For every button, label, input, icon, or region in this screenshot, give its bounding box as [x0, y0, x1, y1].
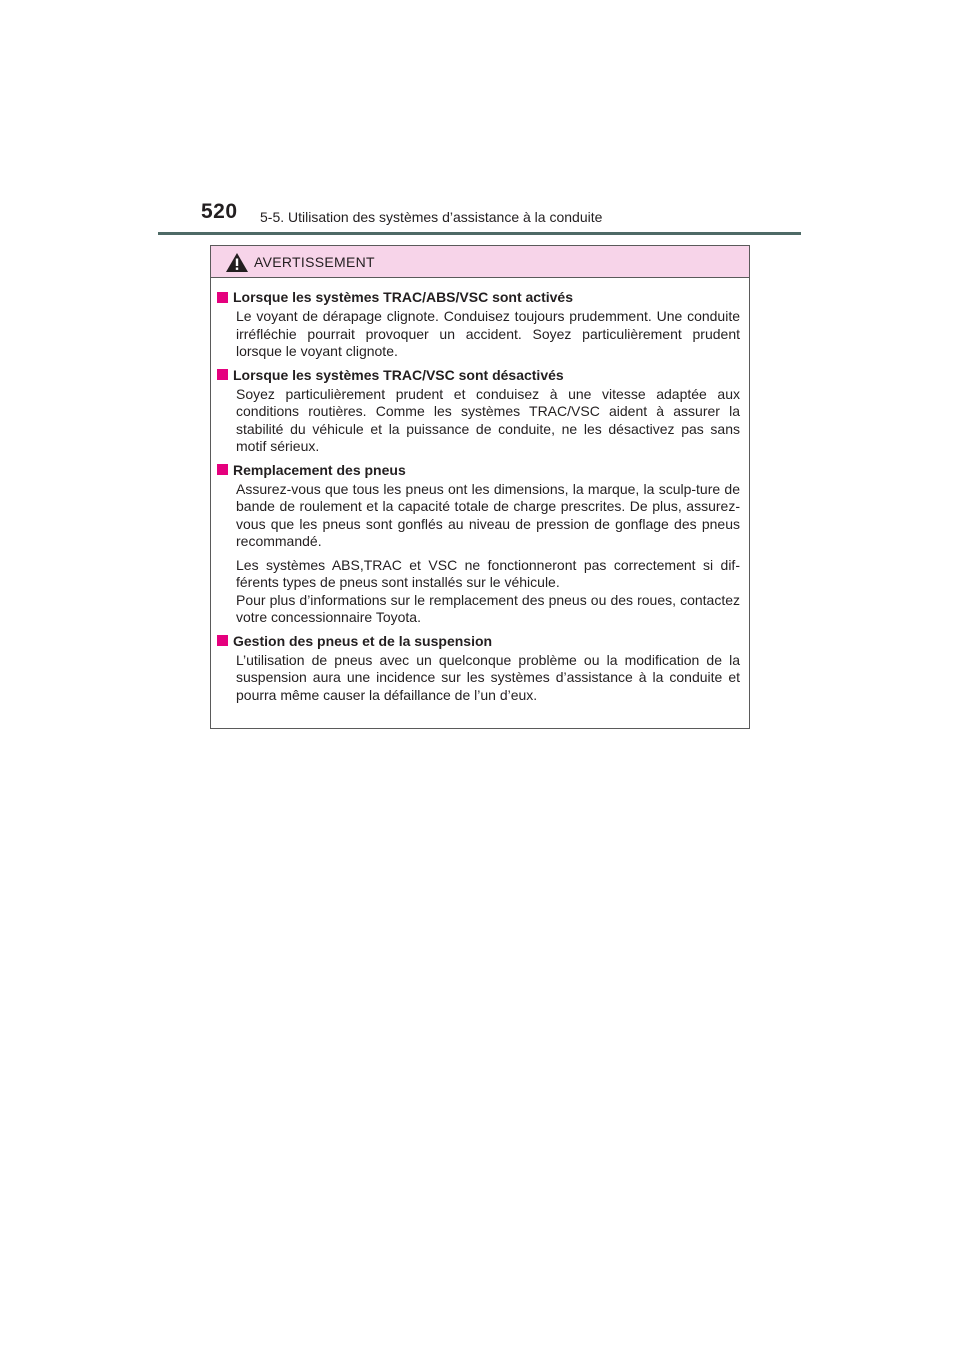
section-heading-text: Gestion des pneus et de la suspension [233, 632, 493, 649]
section-paragraph: Soyez particulièrement prudent et conduisez à une vitesse adaptée aux conditions routières. Comme les systèmes TRAC/VSC aident à assurer la stabilité du véhicule et la puissance de conduite, ne les désactivez pas sans motif sérieux. [236, 385, 740, 454]
warning-header [211, 246, 749, 278]
section-heading [217, 461, 740, 479]
warning-section [217, 632, 740, 705]
warning-title: AVERTISSEMENT [254, 254, 375, 270]
warning-section [217, 461, 740, 627]
section-heading-text: Lorsque les systèmes TRAC/ABS/VSC sont activés [233, 289, 574, 305]
warning-box [210, 245, 750, 729]
warning-section [217, 288, 740, 361]
page-number: 520 [201, 200, 238, 223]
square-bullet-icon [217, 292, 228, 303]
running-header: 5-5. Utilisation des systèmes d’assistance à la conduite [260, 209, 603, 225]
square-bullet-icon [217, 369, 228, 380]
warning-section [217, 366, 740, 456]
section-heading [217, 366, 740, 384]
section-heading-text: Lorsque les systèmes TRAC/VSC sont désactivés [233, 366, 564, 383]
section-paragraph: Les systèmes ABS,TRAC et VSC ne fonctionneront pas correctement si dif-férents types de pneus sont installés sur le véhicule. Pour plus d’informations sur le remplacement des pneus ou des roues, contactez votre concessionnaire Toyota. [236, 556, 740, 625]
warning-body [211, 278, 749, 704]
section-paragraph: Assurez-vous que tous les pneus ont les dimensions, la marque, la sculp-ture de bande de roulement et la capacité totale de charge prescrites. De plus, assurez-vous que les pneus sont gonflés au niveau de pression de gonflage des pneus recommandé. [236, 480, 740, 549]
square-bullet-icon [217, 464, 228, 475]
section-heading [217, 632, 740, 650]
header-rule [158, 232, 801, 235]
warning-triangle-icon [226, 253, 248, 277]
section-heading-text: Remplacement des pneus [233, 461, 406, 478]
section-heading [217, 288, 740, 306]
section-paragraph: L’utilisation de pneus avec un quelconque problème ou la modification de la suspension aura une incidence sur les systèmes d’assistance à la conduite et pourra même causer la défaillance de l’un d’eux. [236, 651, 740, 703]
section-paragraph: Le voyant de dérapage clignote. Conduisez toujours prudemment. Une conduite irréfléchie pourrait provoquer un accident. Soyez particulièrement prudent lorsque le voyant clignote. [236, 308, 740, 359]
square-bullet-icon [217, 635, 228, 646]
